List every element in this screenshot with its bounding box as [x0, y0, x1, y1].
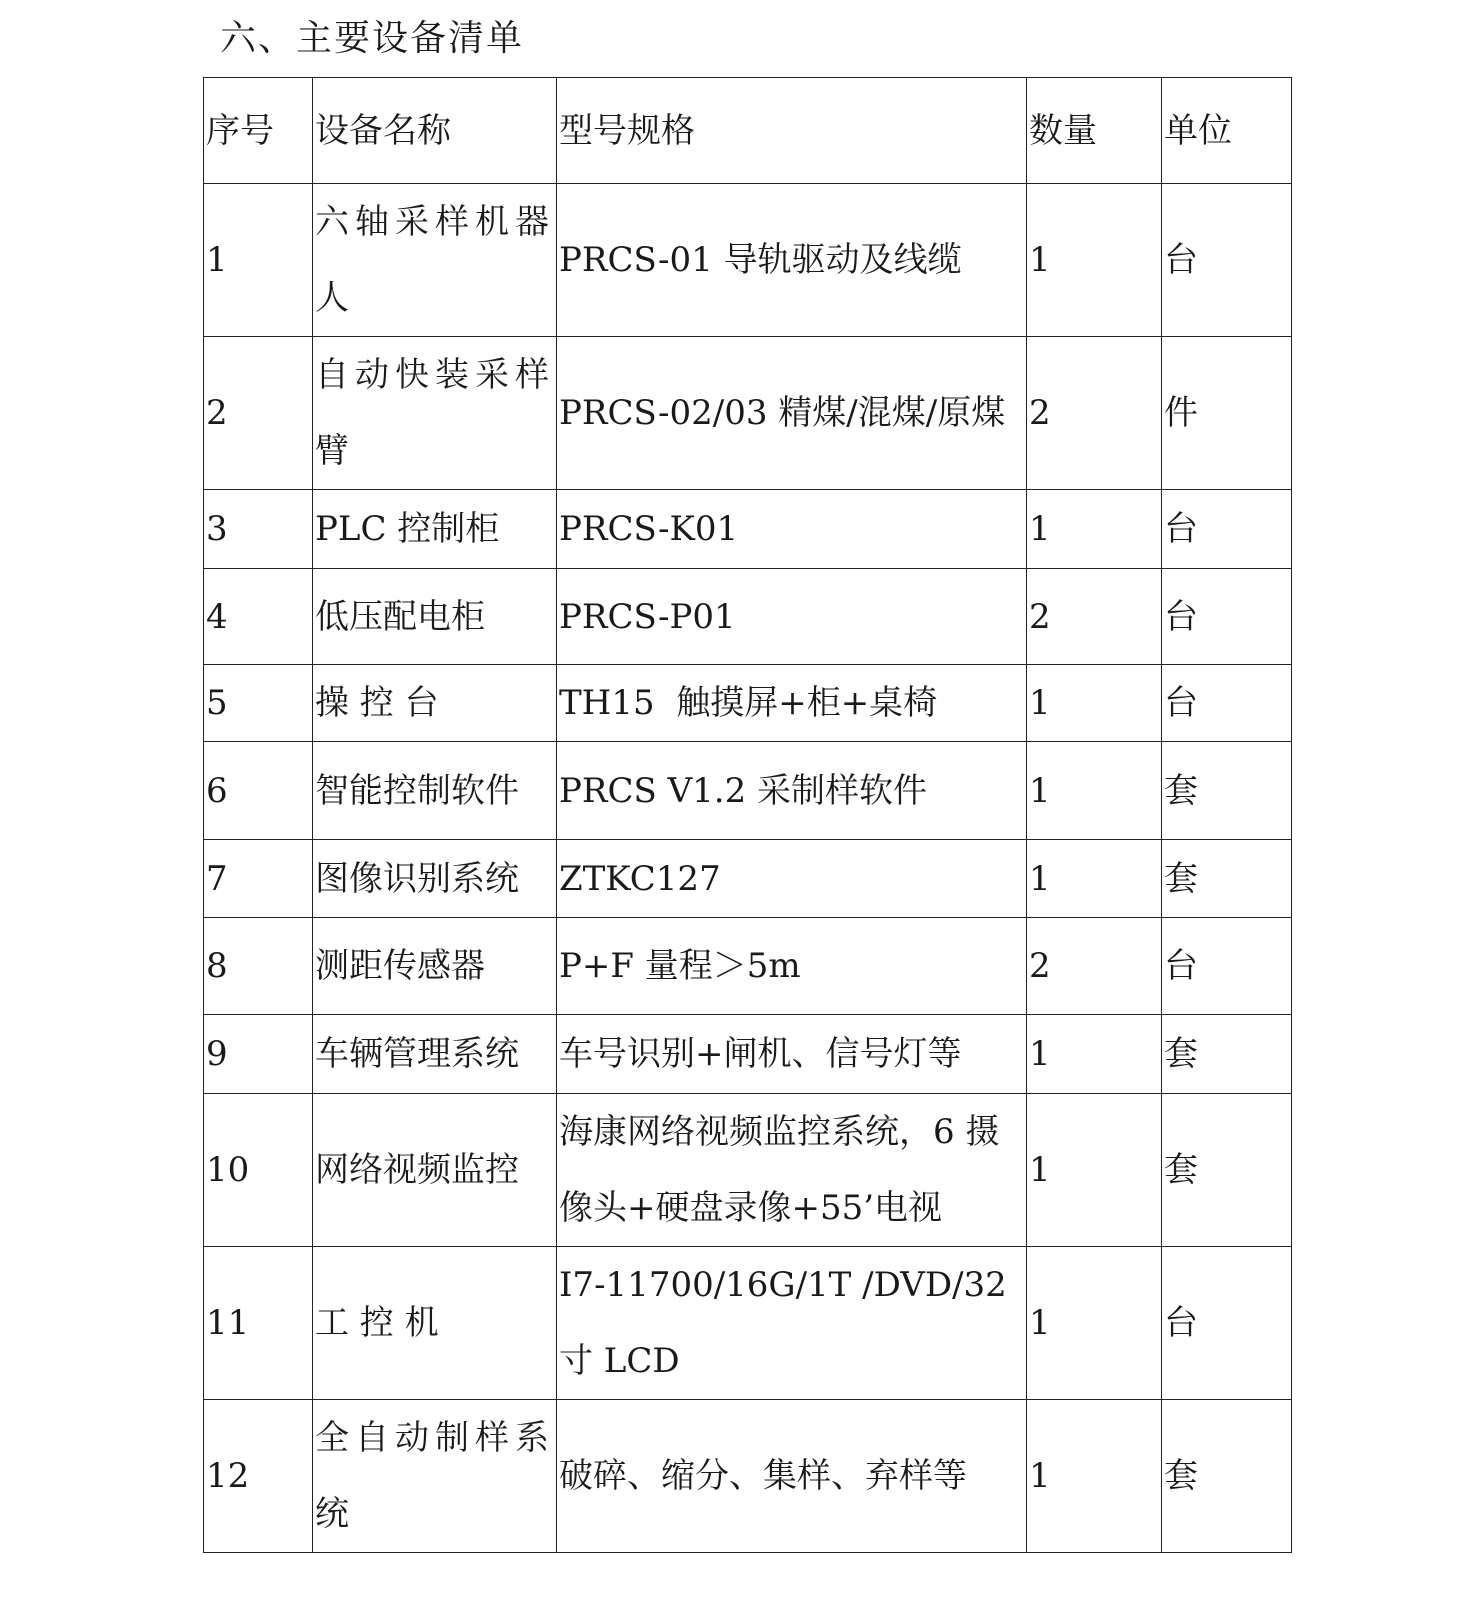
cell-name: 工 控 机: [313, 1247, 557, 1400]
cell-unit: 台: [1162, 918, 1292, 1015]
cell-index: 9: [204, 1015, 313, 1094]
cell-name: 车辆管理系统: [313, 1015, 557, 1094]
table-row: [204, 840, 1292, 918]
cell-index: 5: [204, 665, 313, 742]
cell-quantity: 1: [1027, 1247, 1162, 1400]
header-unit: 单位: [1162, 78, 1292, 184]
cell-model: TH15 触摸屏+柜+桌椅: [557, 665, 1027, 742]
cell-model: PRCS V1.2 采制样软件: [557, 742, 1027, 840]
equipment-table: [203, 77, 1292, 1553]
cell-name: 操 控 台: [313, 665, 557, 742]
cell-index: 10: [204, 1094, 313, 1247]
header-model: 型号规格: [557, 78, 1027, 184]
cell-index: 2: [204, 337, 313, 490]
cell-name: 网络视频监控: [313, 1094, 557, 1247]
cell-model: 海康网络视频监控系统，6 摄像头+硬盘录像+55’电视: [557, 1094, 1027, 1247]
cell-unit: 套: [1162, 840, 1292, 918]
cell-quantity: 1: [1027, 840, 1162, 918]
table-row: [204, 918, 1292, 1015]
cell-model: PRCS-02/03 精煤/混煤/原煤: [557, 337, 1027, 490]
table-header-row: [204, 78, 1292, 184]
cell-quantity: 1: [1027, 184, 1162, 337]
cell-quantity: 2: [1027, 918, 1162, 1015]
cell-quantity: 1: [1027, 665, 1162, 742]
cell-unit: 台: [1162, 184, 1292, 337]
cell-quantity: 1: [1027, 1094, 1162, 1247]
cell-unit: 台: [1162, 569, 1292, 665]
table-row: [204, 569, 1292, 665]
cell-model: PRCS-P01: [557, 569, 1027, 665]
cell-index: 6: [204, 742, 313, 840]
cell-quantity: 1: [1027, 1400, 1162, 1553]
cell-unit: 台: [1162, 665, 1292, 742]
cell-model: P+F 量程＞5m: [557, 918, 1027, 1015]
cell-unit: 套: [1162, 1015, 1292, 1094]
cell-quantity: 1: [1027, 490, 1162, 569]
table-row: [204, 1400, 1292, 1553]
cell-index: 8: [204, 918, 313, 1015]
cell-name: 测距传感器: [313, 918, 557, 1015]
cell-index: 1: [204, 184, 313, 337]
table-row: [204, 742, 1292, 840]
table-row: [204, 490, 1292, 569]
cell-unit: 台: [1162, 1247, 1292, 1400]
table-row: [204, 1247, 1292, 1400]
cell-index: 4: [204, 569, 313, 665]
section-title: 六、主要设备清单: [220, 18, 525, 59]
table-row: [204, 1094, 1292, 1247]
header-quantity: 数量: [1027, 78, 1162, 184]
cell-name: 六轴采样机器人: [313, 184, 557, 337]
cell-name: 全自动制样系统: [313, 1400, 557, 1553]
cell-index: 11: [204, 1247, 313, 1400]
cell-model: 车号识别+闸机、信号灯等: [557, 1015, 1027, 1094]
cell-name: 自动快装采样臂: [313, 337, 557, 490]
cell-model: ZTKC127: [557, 840, 1027, 918]
cell-unit: 套: [1162, 1094, 1292, 1247]
cell-model: I7-11700/16G/1T /DVD/32 寸 LCD: [557, 1247, 1027, 1400]
cell-model: PRCS-K01: [557, 490, 1027, 569]
cell-name: 低压配电柜: [313, 569, 557, 665]
cell-index: 3: [204, 490, 313, 569]
header-name: 设备名称: [313, 78, 557, 184]
cell-unit: 台: [1162, 490, 1292, 569]
cell-model: PRCS-01 导轨驱动及线缆: [557, 184, 1027, 337]
cell-unit: 套: [1162, 1400, 1292, 1553]
cell-index: 7: [204, 840, 313, 918]
cell-unit: 件: [1162, 337, 1292, 490]
cell-name: 图像识别系统: [313, 840, 557, 918]
cell-name: 智能控制软件: [313, 742, 557, 840]
cell-quantity: 1: [1027, 742, 1162, 840]
cell-quantity: 2: [1027, 569, 1162, 665]
cell-index: 12: [204, 1400, 313, 1553]
header-index: 序号: [204, 78, 313, 184]
table-row: [204, 665, 1292, 742]
cell-quantity: 2: [1027, 337, 1162, 490]
table-row: [204, 184, 1292, 337]
cell-quantity: 1: [1027, 1015, 1162, 1094]
cell-model: 破碎、缩分、集样、弃样等: [557, 1400, 1027, 1553]
table-row: [204, 1015, 1292, 1094]
table-row: [204, 337, 1292, 490]
cell-unit: 套: [1162, 742, 1292, 840]
cell-name: PLC 控制柜: [313, 490, 557, 569]
